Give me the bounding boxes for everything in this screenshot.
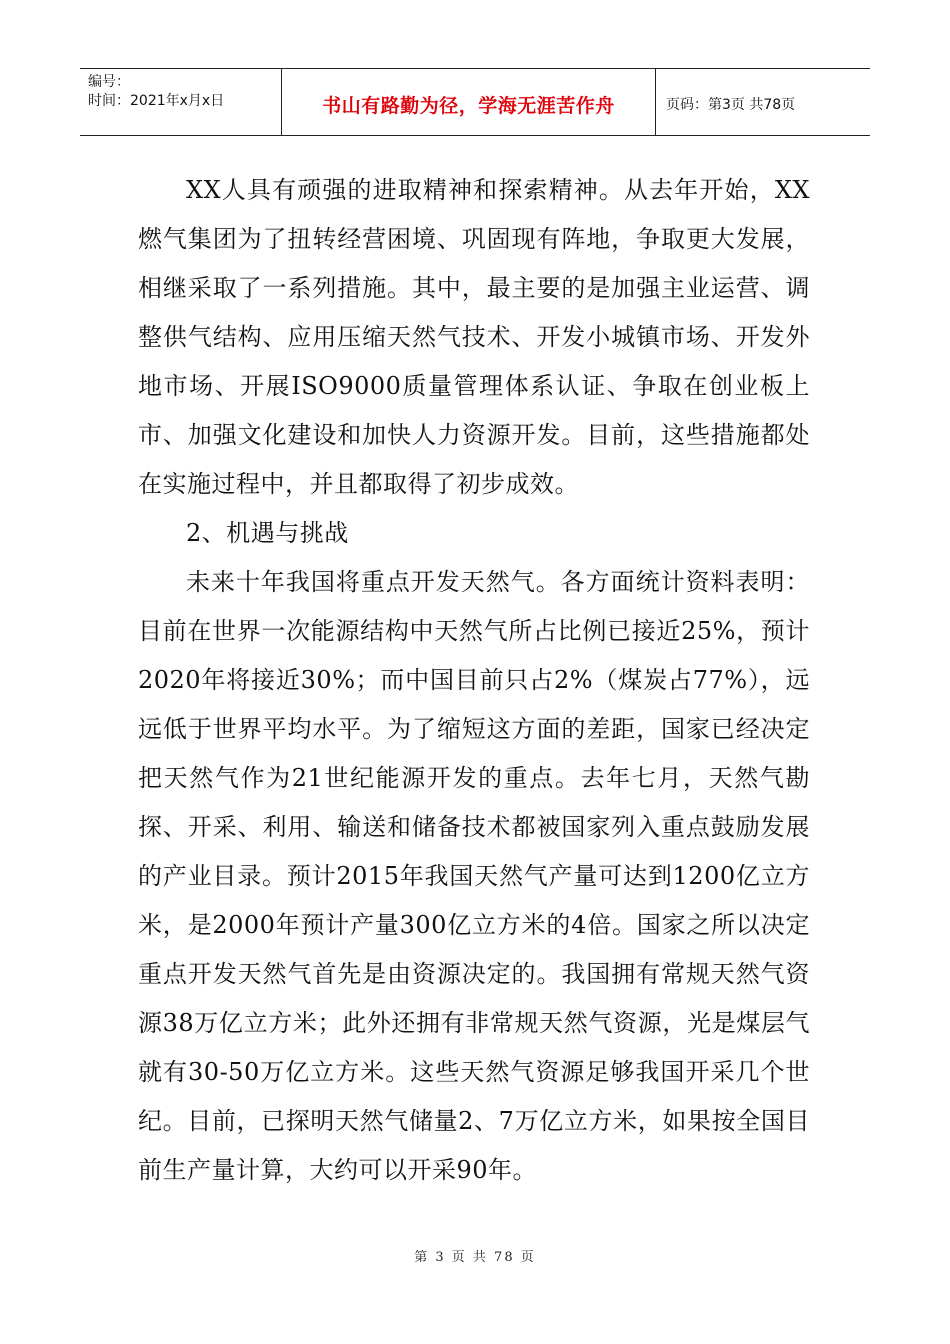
- paragraph-measures: XX人具有顽强的进取精神和探索精神。从去年开始，XX燃气集团为了扭转经营困境、巩固现有阵地，争取更大发展，相继采取了一系列措施。其中，最主要的是加强主业运营、调整供气结构、应用压缩天然气技术、开发小城镇市场、开发外地市场、开展ISO9000质量管理体系认证、争取在创业板上市、加强文化建设和加快人力资源开发。目前，这些措施都处在实施过程中，并且都取得了初步成效。: [138, 176, 810, 498]
- header-motto: 书山有路勤为径，学海无涯苦作舟: [282, 69, 656, 135]
- document-number-label: 编号：: [88, 74, 130, 90]
- header-meta: [80, 69, 282, 135]
- document-header: [80, 68, 870, 136]
- document-date-label: 时间：2021年x月x日: [88, 93, 225, 109]
- header-page-info: 页码：第3页 共78页: [666, 97, 796, 113]
- page-footer: 第 3 页 共 78 页: [414, 1250, 536, 1265]
- document-body: [138, 166, 810, 1195]
- paragraph-natural-gas: 未来十年我国将重点开发天然气。各方面统计资料表明：目前在世界一次能源结构中天然气所占比例已接近25%，预计2020年将接近30%；而中国目前只占2%（煤炭占77%），远远低于世界平均水平。为了缩短这方面的差距，国家已经决定把天然气作为21世纪能源开发的重点。去年七月，天然气勘探、开采、利用、输送和储备技术都被国家列入重点鼓励发展的产业目录。预计2015年我国天然气产量可达到1200亿立方米，是2000年预计产量300亿立方米的4倍。国家之所以决定重点开发天然气首先是由资源决定的。我国拥有常规天然气资源38万亿立方米；此外还拥有非常规天然气资源，光是煤层气就有30-50万亿立方米。这些天然气资源足够我国开采几个世纪。目前，已探明天然气储量2、7万亿立方米，如果按全国目前生产量计算，大约可以开采90年。: [138, 568, 810, 1184]
- section-heading-opportunities: 2、机遇与挑战: [186, 519, 349, 547]
